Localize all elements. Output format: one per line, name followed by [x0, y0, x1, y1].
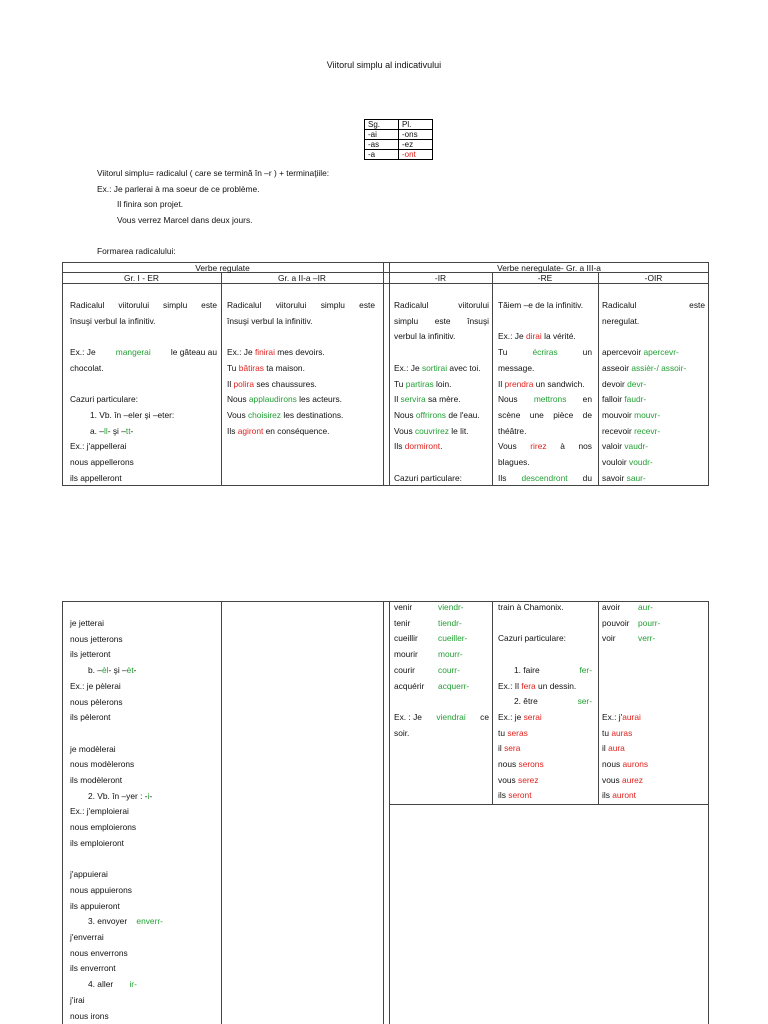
text-line: ils pèleront: [70, 712, 111, 723]
text-line: nous aurons: [602, 759, 649, 770]
table-cell: Pl.: [399, 120, 433, 130]
table-cell: -as: [365, 140, 399, 150]
section-heading: Formarea radicalului:: [97, 246, 176, 256]
text-line: ils modèleront: [70, 775, 123, 786]
text-line: Il servira sa mère.: [394, 394, 461, 405]
text-line: Ex.: j'appellerai: [70, 441, 127, 452]
text-line: nous appellerons: [70, 457, 134, 468]
verb-row: acquérir acquerr-: [394, 680, 470, 691]
text-line: vous aurez: [602, 774, 643, 785]
text-line: Tu écriras un: [498, 347, 592, 358]
text-line: Nous mettrons en: [498, 394, 592, 405]
text-line: message.: [498, 362, 535, 373]
intro-block: [97, 166, 329, 229]
text-line: ils emploieront: [70, 837, 124, 848]
table-cell: -a: [365, 150, 399, 160]
text-line: Il polira ses chaussures.: [227, 378, 317, 389]
table-row: [365, 130, 433, 140]
text-line: Ex.: Je sortirai avec toi.: [394, 362, 481, 373]
text-line: scène une pièce de: [498, 409, 592, 420]
col-group2: [227, 298, 375, 439]
endings-table: [364, 119, 433, 160]
header-group1: Gr. I - ER: [124, 273, 159, 283]
text-line: Ex.: Il fera un dessin.: [498, 680, 577, 691]
text-line: 2. être ser-: [514, 696, 592, 707]
text-line: verbul la infinitiv.: [394, 331, 456, 342]
table-cell: -ez: [399, 140, 433, 150]
text-line: Vous rirez à nos: [498, 441, 592, 452]
text-line: j'enverrai: [70, 932, 104, 943]
text-line: tu auras: [602, 727, 633, 738]
text-line: j'irai: [70, 994, 85, 1005]
table-row: [365, 140, 433, 150]
text-line: Tu bâtiras ta maison.: [227, 362, 305, 373]
text-line: Ils dormiront.: [394, 441, 443, 452]
text-line: Tăiem –e de la infinitiv.: [498, 300, 584, 310]
text-line: ils auront: [602, 790, 636, 801]
text-line: Cazuri particulare:: [394, 472, 462, 483]
text-line: nous serons: [498, 759, 544, 770]
col-re: [498, 298, 592, 486]
verb-row: mourir mourr-: [394, 649, 463, 660]
verb-row: vouloir voudr-: [602, 457, 653, 468]
text-line: nous jetterons: [70, 633, 123, 644]
text-line: 4. aller ir-: [88, 979, 137, 990]
text-line: Vous couvrirez le lit.: [394, 425, 469, 436]
verb-row: cueillir cueiller-: [394, 633, 468, 644]
verb-row: avoir aur-: [602, 602, 653, 612]
col-oir: [602, 298, 705, 486]
header-ir: -IR: [434, 273, 447, 283]
header-re: -RE: [537, 273, 553, 283]
example-text: Ex.: Je parlerai à ma soeur de ce problème.: [97, 183, 260, 194]
table-cell: -ai: [365, 130, 399, 140]
verb-row: pouvoir pourr-: [602, 617, 661, 628]
text-line: Cazuri particulare:: [70, 394, 138, 405]
text-line: nous modèlerons: [70, 759, 135, 770]
rule-text: Viitorul simplu= radicalul ( care se termină în –r ) + terminaţiile:: [97, 168, 330, 178]
verb-row: apercevoir apercevr-: [602, 347, 679, 358]
text-line: il sera: [498, 743, 521, 754]
verb-row: asseoir assièr-/ assoir-: [602, 362, 687, 373]
text-line: ils jetteront: [70, 649, 111, 660]
verb-row: devoir devr-: [602, 378, 647, 389]
text-line: ils enverront: [70, 963, 116, 974]
text-line: 1. faire fer-: [514, 664, 592, 675]
text-line: Radicalul viitorului simplu este: [70, 300, 217, 310]
text-line: simplu este însuşi: [394, 315, 489, 326]
text-line: nous pèlerons: [70, 696, 123, 707]
text-line: nous enverrons: [70, 947, 128, 958]
text-line: 2. Vb. în –yer : -i-: [88, 790, 153, 801]
table-cell: -ons: [399, 130, 433, 140]
p2-col-group1: [70, 616, 217, 1024]
text-line: ils appuieront: [70, 900, 120, 911]
text-line: Nous offrirons de l'eau.: [394, 409, 480, 420]
text-line: nous irons: [70, 1010, 109, 1021]
text-line: Il prendra un sandwich.: [498, 378, 585, 389]
p2-col-re: [498, 600, 592, 804]
p2-col-oir: [602, 600, 705, 804]
text-line: Ils agiront en conséquence.: [227, 425, 330, 436]
text-line: Nous applaudirons les acteurs.: [227, 394, 343, 405]
text-line: théâtre.: [498, 425, 527, 436]
text-line: j'appuierai: [70, 869, 108, 880]
example-text: Vous verrez Marcel dans deux jours.: [117, 215, 253, 226]
text-line: Ex.: je serai: [498, 711, 542, 722]
table-cell: Sg.: [365, 120, 399, 130]
text-line: Radicalul viitorului simplu este: [227, 300, 375, 310]
verb-row: voir verr-: [602, 633, 656, 644]
verb-form: mangerai: [115, 347, 151, 358]
text-line: însuşi verbul la infinitiv.: [70, 315, 156, 326]
example-text: Il finira son projet.: [117, 199, 184, 210]
page-title: Viitorul simplu al indicativului: [326, 60, 442, 70]
verb-row: savoir saur-: [602, 472, 646, 483]
text-line: je modèlerai: [70, 743, 116, 754]
table-cell red: -ont: [399, 150, 433, 160]
table-row: [365, 150, 433, 160]
text-line: 3. envoyer enverr-: [88, 916, 163, 927]
text-line: neregulat.: [602, 315, 640, 326]
p2-col-ir: [394, 600, 489, 741]
text-line: vous serez: [498, 774, 539, 785]
verb-row: recevoir recevr-: [602, 425, 661, 436]
text-line: nous emploierons: [70, 822, 137, 833]
text-line: însuşi verbul la infinitiv.: [227, 315, 313, 326]
text-line: b. –èl- şi –èt-: [88, 665, 137, 676]
text-line: Ex. : Je viendrai ce: [394, 711, 489, 722]
text-line: ils appelleront: [70, 472, 122, 483]
text-line: Ex.: je pèlerai: [70, 680, 121, 691]
col-ir: [394, 298, 489, 486]
text-line: Cazuri particulare:: [498, 633, 566, 644]
text-line: Ex.: j'emploierai: [70, 806, 129, 817]
text-line: nous appuierons: [70, 884, 132, 895]
text-line: Ils descendront du: [498, 472, 592, 483]
text-line: ils seront: [498, 790, 532, 801]
text-line: blagues.: [498, 457, 530, 468]
verb-row: mouvoir mouvr-: [602, 409, 661, 420]
text-line: je jetterai: [70, 618, 104, 628]
text-line: Radicalul este: [602, 300, 705, 310]
text-line: 1. Vb. în –eler şi –eter:: [90, 409, 175, 420]
text-line: Ex.: Je mangerai le gâteau au: [70, 345, 217, 361]
verb-row: valoir vaudr-: [602, 441, 649, 452]
text-line: Vous choisirez les destinations.: [227, 409, 344, 420]
verb-row: falloir faudr-: [602, 394, 647, 405]
text-line: il aura: [602, 743, 625, 754]
text-line: Ex.: Je dirai la vérité.: [498, 331, 576, 342]
table-row: [365, 120, 433, 130]
header-oir: -OIR: [644, 273, 663, 283]
text-line: Tu partiras loin.: [394, 378, 452, 389]
text-line: chocolat.: [70, 362, 104, 373]
text-line: tu seras: [498, 727, 528, 738]
text-line: Ex.: j'aurai: [602, 711, 641, 722]
text-line: a. –ll- şi –tt-: [90, 425, 134, 436]
text-line: Radicalul viitorului: [394, 300, 489, 310]
text-line: Ex.: Je finirai mes devoirs.: [227, 347, 325, 358]
verb-row: tenir tiendr-: [394, 617, 462, 628]
header-group2: Gr. a II-a –IR: [278, 273, 326, 283]
col-group1: [70, 298, 217, 486]
text-line: soir.: [394, 727, 410, 738]
header-regular: Verbe regulate: [195, 263, 250, 273]
verb-row: courir courr-: [394, 664, 460, 675]
verb-row: venir viendr-: [394, 602, 464, 612]
text-line: train à Chamonix.: [498, 602, 564, 612]
header-irregular: Verbe neregulate- Gr. a III-a: [497, 263, 601, 273]
